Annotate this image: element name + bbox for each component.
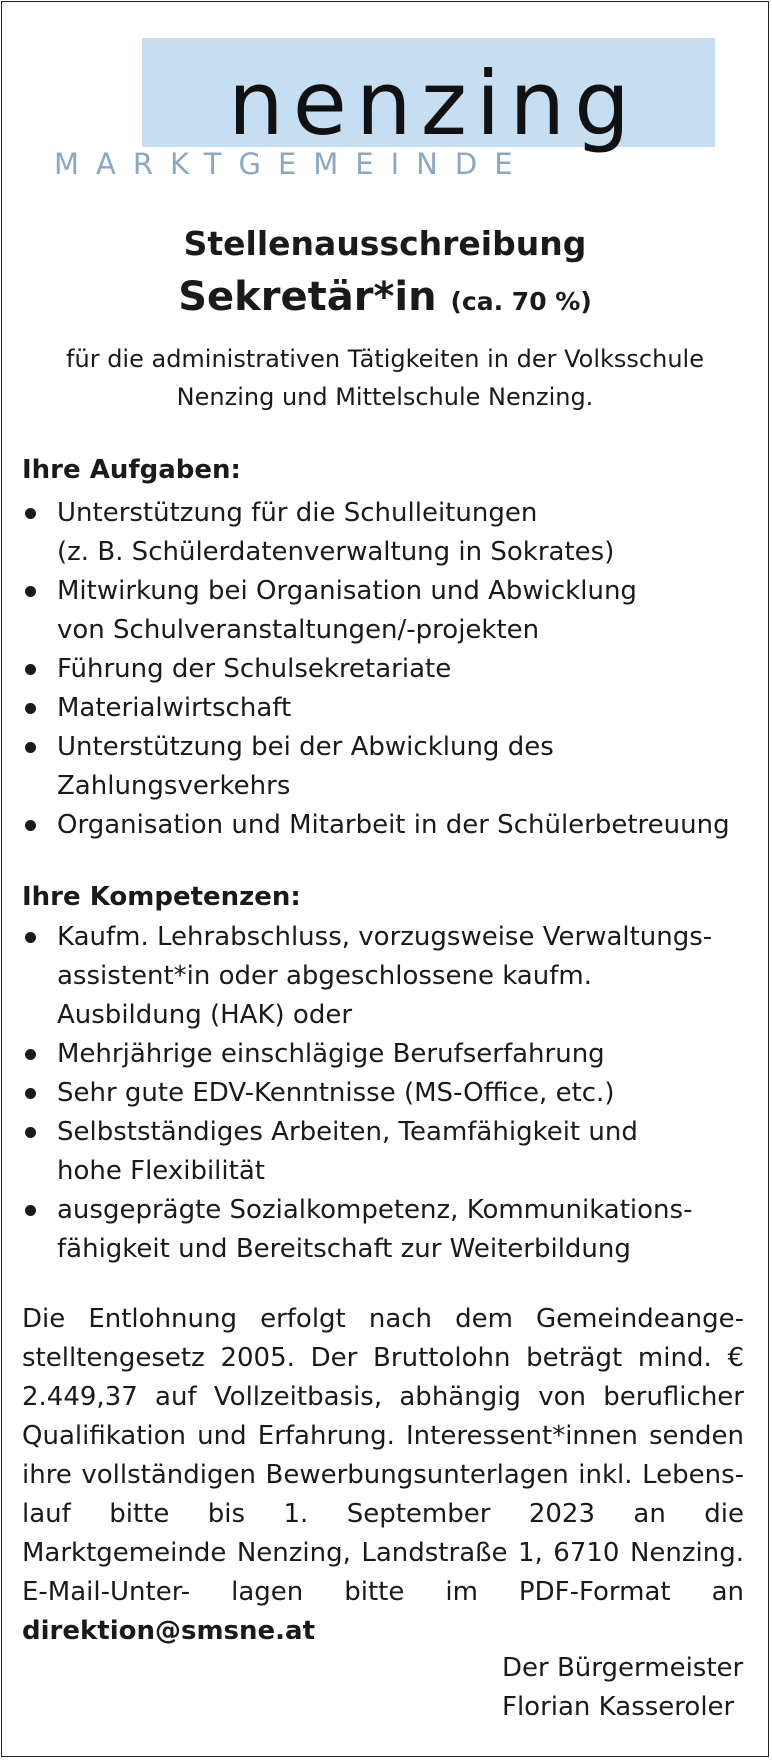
competences-heading: Ihre Kompetenzen:: [22, 882, 301, 912]
closing-paragraph: [22, 1300, 744, 1651]
list-item-line: Unterstützung bei der Abwicklung des: [57, 732, 554, 762]
contact-email[interactable]: direktion@smsne.at: [22, 1616, 316, 1646]
intro-text: [0, 340, 770, 416]
list-item: [0, 1191, 712, 1269]
list-item: [0, 1113, 712, 1191]
bullet-icon: [25, 742, 36, 753]
list-item-line: Selbstständiges Arbeiten, Teamfähigkeit und: [57, 1117, 638, 1147]
list-item: [0, 728, 730, 806]
list-item-line: Mehrjährige einschlägige Berufserfahrung: [57, 1039, 605, 1069]
list-item-line: Mitwirkung bei Organisation und Abwicklung: [57, 576, 637, 606]
list-item-line: von Schulveranstaltungen/-projekten: [57, 615, 540, 645]
job-title: Sekretär*in: [178, 274, 437, 320]
bullet-icon: [25, 1127, 36, 1138]
list-item: [0, 1074, 712, 1113]
list-item-line: fähigkeit und Bereitschaft zur Weiterbildung: [57, 1234, 631, 1264]
list-item: [0, 689, 730, 728]
bullet-icon: [25, 1088, 36, 1099]
bullet-icon: [25, 586, 36, 597]
list-item-line: Organisation und Mitarbeit in der Schülerbetreuung: [57, 810, 730, 840]
intro-line: für die administrativen Tätigkeiten in der Volksschule: [66, 345, 704, 373]
bullet-icon: [25, 820, 36, 831]
signature-role: Der Bürgermeister: [502, 1653, 744, 1683]
logo-wordmark: nenzing: [228, 52, 639, 155]
list-item-line: (z. B. Schülerdatenverwaltung in Sokrates): [57, 537, 615, 567]
bullet-icon: [25, 1205, 36, 1216]
list-item-line: Kaufm. Lehrabschluss, vorzugsweise Verwaltungs-: [57, 922, 713, 952]
list-item: [0, 918, 712, 1035]
intro-line: Nenzing und Mittelschule Nenzing.: [176, 383, 594, 411]
list-item: [0, 650, 730, 689]
list-item-line: hohe Flexibilität: [57, 1156, 265, 1186]
list-item: [0, 806, 730, 845]
list-item-line: Ausbildung (HAK) oder: [57, 1000, 353, 1030]
logo-subtitle: MARKTGEMEINDE: [54, 147, 530, 181]
list-item-line: assistent*in oder abgeschlossene kaufm.: [57, 961, 592, 991]
list-item-line: Sehr gute EDV-Kenntnisse (MS-Office, etc.): [57, 1078, 615, 1108]
bullet-icon: [25, 1049, 36, 1060]
competences-list: [0, 918, 712, 1269]
list-item-line: Materialwirtschaft: [57, 693, 292, 723]
tasks-list: [0, 494, 730, 845]
tasks-heading: Ihre Aufgaben:: [22, 455, 241, 485]
document-kicker: Stellenausschreibung: [183, 224, 587, 263]
bullet-icon: [25, 508, 36, 519]
job-title-suffix: (ca. 70 %): [450, 287, 592, 316]
bullet-icon: [25, 664, 36, 675]
list-item: [0, 1035, 712, 1074]
bullet-icon: [25, 703, 36, 714]
list-item-line: Führung der Schulsekretariate: [57, 654, 452, 684]
list-item-line: Unterstützung für die Schulleitungen: [57, 498, 538, 528]
closing-text: Die Entlohnung erfolgt nach dem Gemeindeange- stelltengesetz 2005. Der Bruttolohn beträgt mind. € 2.449,37 auf Vollzeitbasis, abhängig von beruflicher Qualifikation und Erfahrung. Interessent*innen senden ihre vollständigen Bewerbungsunterlagen inkl. Lebens- lauf bitte bis 1. September 2023 an die Marktgemeinde Nenzing, Landstraße 1, 6710 Nenzing. E-Mail-Unter- lagen bitte im PDF-Format an: [22, 1304, 744, 1607]
list-item: [0, 572, 730, 650]
signature-name: Florian Kasseroler: [502, 1692, 735, 1722]
bullet-icon: [25, 932, 36, 943]
list-item-line: Zahlungsverkehrs: [57, 771, 291, 801]
list-item: [0, 494, 730, 572]
job-title-line: [0, 273, 770, 326]
list-item-line: ausgeprägte Sozialkompetenz, Kommunikations-: [57, 1195, 693, 1225]
signature-block: [502, 1649, 743, 1727]
